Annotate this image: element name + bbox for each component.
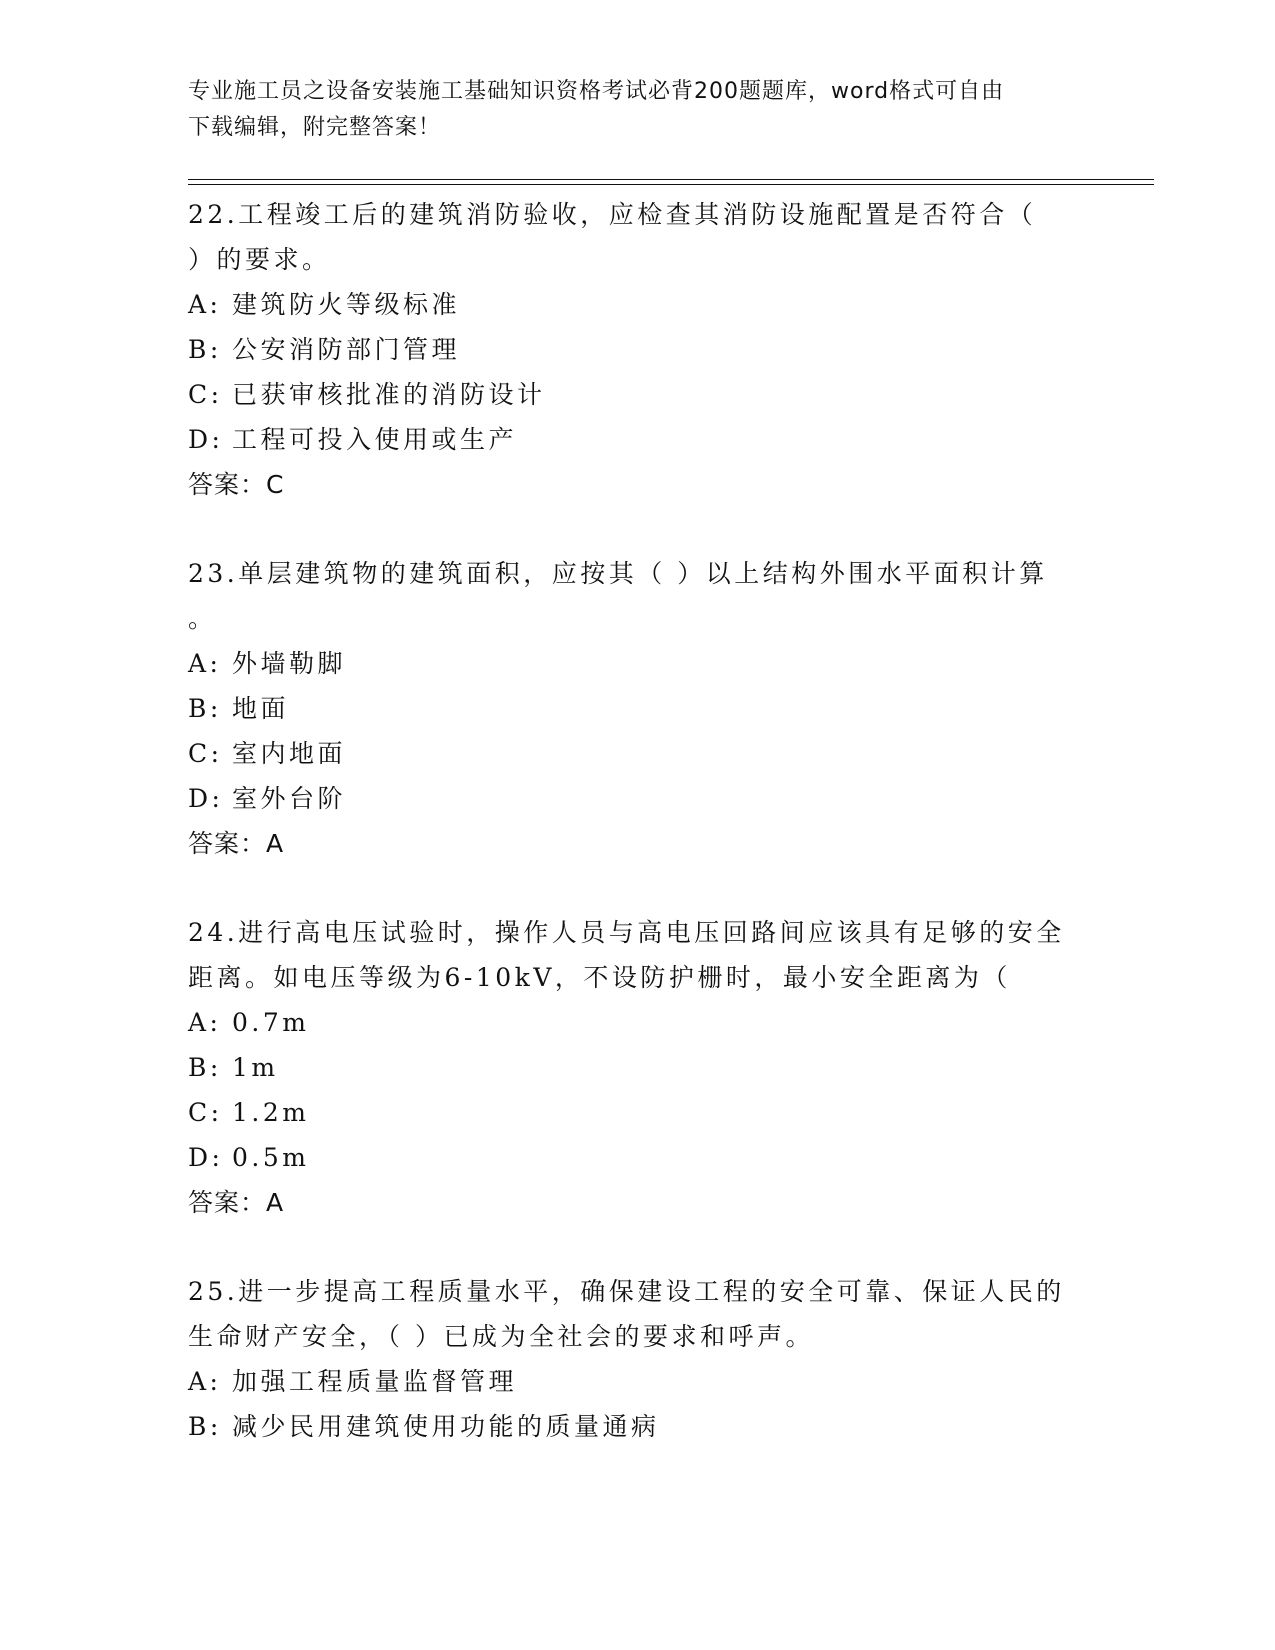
option-text: 加强工程质量监督管理 bbox=[232, 1367, 518, 1396]
option-letter: C: bbox=[188, 380, 223, 409]
question-23 bbox=[188, 551, 1088, 866]
option-letter: B: bbox=[188, 1412, 222, 1441]
option-letter: A: bbox=[188, 1367, 222, 1396]
question-stem: 22.工程竣工后的建筑消防验收，应检查其消防设施配置是否符合（ bbox=[188, 200, 1037, 229]
option-letter: B: bbox=[188, 1053, 222, 1082]
option-d bbox=[188, 776, 1088, 821]
option-text: 外墙勒脚 bbox=[232, 649, 347, 678]
question-stem: 24.进行高电压试验时，操作人员与高电压回路间应该具有足够的安全 bbox=[188, 918, 1065, 947]
option-text: 已获审核批准的消防设计 bbox=[232, 380, 546, 409]
option-c bbox=[188, 372, 1088, 417]
option-text: 地面 bbox=[232, 694, 290, 723]
header-divider-top bbox=[188, 179, 1154, 180]
option-letter: B: bbox=[188, 335, 222, 364]
option-letter: B: bbox=[188, 694, 222, 723]
option-text: 减少民用建筑使用功能的质量通病 bbox=[232, 1412, 660, 1441]
option-text: 1.2m bbox=[232, 1098, 310, 1127]
question-stem-continued: 。 bbox=[188, 604, 217, 633]
option-d bbox=[188, 417, 1088, 462]
header-divider-bottom bbox=[188, 184, 1154, 185]
question-list bbox=[188, 192, 1088, 1493]
option-d bbox=[188, 1135, 1088, 1180]
option-text: 0.5m bbox=[232, 1143, 310, 1172]
option-letter: A: bbox=[188, 290, 222, 319]
option-text: 1m bbox=[232, 1053, 279, 1082]
option-c bbox=[188, 1090, 1088, 1135]
option-text: 室内地面 bbox=[232, 739, 347, 768]
answer-line: 答案：A bbox=[188, 1188, 285, 1217]
question-stem: 25.进一步提高工程质量水平，确保建设工程的安全可靠、保证人民的 bbox=[188, 1277, 1065, 1306]
option-letter: A: bbox=[188, 649, 222, 678]
option-letter: D: bbox=[188, 425, 224, 454]
option-letter: D: bbox=[188, 1143, 224, 1172]
option-a bbox=[188, 1000, 1088, 1045]
answer-line: 答案：C bbox=[188, 470, 285, 499]
option-text: 工程可投入使用或生产 bbox=[232, 425, 518, 454]
option-c bbox=[188, 731, 1088, 776]
option-text: 室外台阶 bbox=[232, 784, 347, 813]
question-22 bbox=[188, 192, 1088, 507]
option-b bbox=[188, 686, 1088, 731]
option-b bbox=[188, 1404, 1088, 1449]
option-text: 公安消防部门管理 bbox=[232, 335, 461, 364]
option-b bbox=[188, 327, 1088, 372]
question-stem-continued: 生命财产安全，（ ）已成为全社会的要求和呼声。 bbox=[188, 1322, 814, 1351]
option-letter: C: bbox=[188, 739, 223, 768]
question-25 bbox=[188, 1269, 1088, 1449]
option-text: 建筑防火等级标准 bbox=[232, 290, 461, 319]
option-letter: A: bbox=[188, 1008, 222, 1037]
option-text: 0.7m bbox=[232, 1008, 310, 1037]
option-a bbox=[188, 641, 1088, 686]
option-letter: C: bbox=[188, 1098, 223, 1127]
header-line-1: 专业施工员之设备安装施工基础知识资格考试必背200题题库，word格式可自由 bbox=[188, 79, 1005, 104]
option-letter: D: bbox=[188, 784, 224, 813]
question-stem-continued: 距离。如电压等级为6-10kV，不设防护栅时，最小安全距离为（ bbox=[188, 963, 1011, 992]
question-stem-continued: ）的要求。 bbox=[188, 245, 331, 274]
option-a bbox=[188, 1359, 1088, 1404]
option-a bbox=[188, 282, 1088, 327]
document-header bbox=[188, 74, 1088, 146]
answer-line: 答案：A bbox=[188, 829, 285, 858]
question-stem: 23.单层建筑物的建筑面积，应按其（ ）以上结构外围水平面积计算 bbox=[188, 559, 1048, 588]
header-line-2: 下载编辑，附完整答案！ bbox=[188, 115, 442, 140]
question-24 bbox=[188, 910, 1088, 1225]
option-b bbox=[188, 1045, 1088, 1090]
